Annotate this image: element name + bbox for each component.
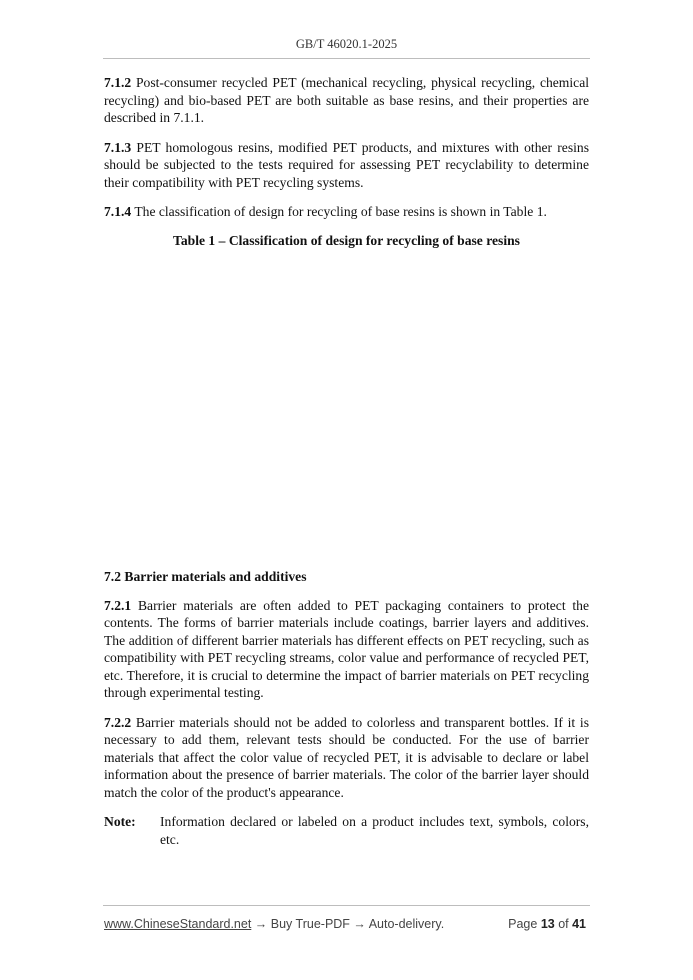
table-1-title: Table 1 – Classification of design for recycling of base resins <box>173 232 520 248</box>
clause-number: 7.2.1 <box>104 597 132 613</box>
current-page: 13 <box>540 917 555 931</box>
clause-7-1-4 <box>104 203 589 221</box>
note-text: Information declared or labeled on a product includes text, symbols, colors, etc. <box>160 814 589 847</box>
header-divider <box>103 58 590 59</box>
clause-7-2-2 <box>104 714 589 802</box>
clause-number: 7.1.3 <box>104 139 132 155</box>
note-label: Note: <box>104 814 136 829</box>
clause-text: Barrier materials should not be added to colorless and transparent bottles. If it is necessary to add them, relevant tests should be conducted. For the use of barrier materials that affect the color value of recycled PET, it is advisable to declare or label information about the presence of barrier materials. The color of the barrier layer should match the color of the product's appearance. <box>104 714 589 800</box>
table-1-placeholder <box>104 249 589 569</box>
clause-number: 7.1.2 <box>104 75 132 90</box>
page-number <box>508 917 586 931</box>
clause-text: Post-consumer recycled PET (mechanical recycling, physical recycling, chemical recycling) and bio-based PET are both suitable as base resins, and their properties are described in 7.1.1. <box>104 75 589 125</box>
clause-text: PET homologous resins, modified PET products, and mixtures with other resins should be subjected to the tests required for assessing PET recyclability to determine their compatibility with PET recycling systems. <box>104 139 589 190</box>
document-body <box>104 74 589 848</box>
clause-7-1-2 <box>104 74 589 127</box>
footer-divider <box>103 905 590 906</box>
note <box>104 813 589 848</box>
clause-text: Barrier materials are often added to PET packaging containers to protect the contents. The forms of barrier materials include coatings, barrier layers and additives. The addition of different barrier materials has different effects on PET recycling, such as compatibility with PET recycling streams, color value and performance of recycled PET, etc. Therefore, it is crucial to determine the impact of barrier materials on PET recycling through experimental testing. <box>104 597 589 700</box>
total-pages: 41 <box>572 917 586 931</box>
clause-number: 7.2.2 <box>104 714 132 730</box>
clause-number: 7.1.4 <box>104 204 132 219</box>
clause-7-2-1 <box>104 597 589 702</box>
clause-7-1-3 <box>104 139 589 192</box>
standard-id: GB/T 46020.1-2025 <box>295 37 398 51</box>
clause-text: The classification of design for recycling of base resins is shown in Table 1. <box>131 204 547 219</box>
page-header <box>0 37 693 52</box>
footer-promo <box>104 917 444 931</box>
page-of: of <box>554 917 573 931</box>
site-link[interactable]: www.ChineseStandard.net <box>104 917 252 931</box>
page-footer <box>104 917 586 931</box>
page-label: Page <box>508 917 541 931</box>
section-7-2-heading: 7.2 Barrier materials and additives <box>104 568 307 584</box>
promo-text: → Buy True-PDF → Auto-delivery. <box>251 917 445 931</box>
